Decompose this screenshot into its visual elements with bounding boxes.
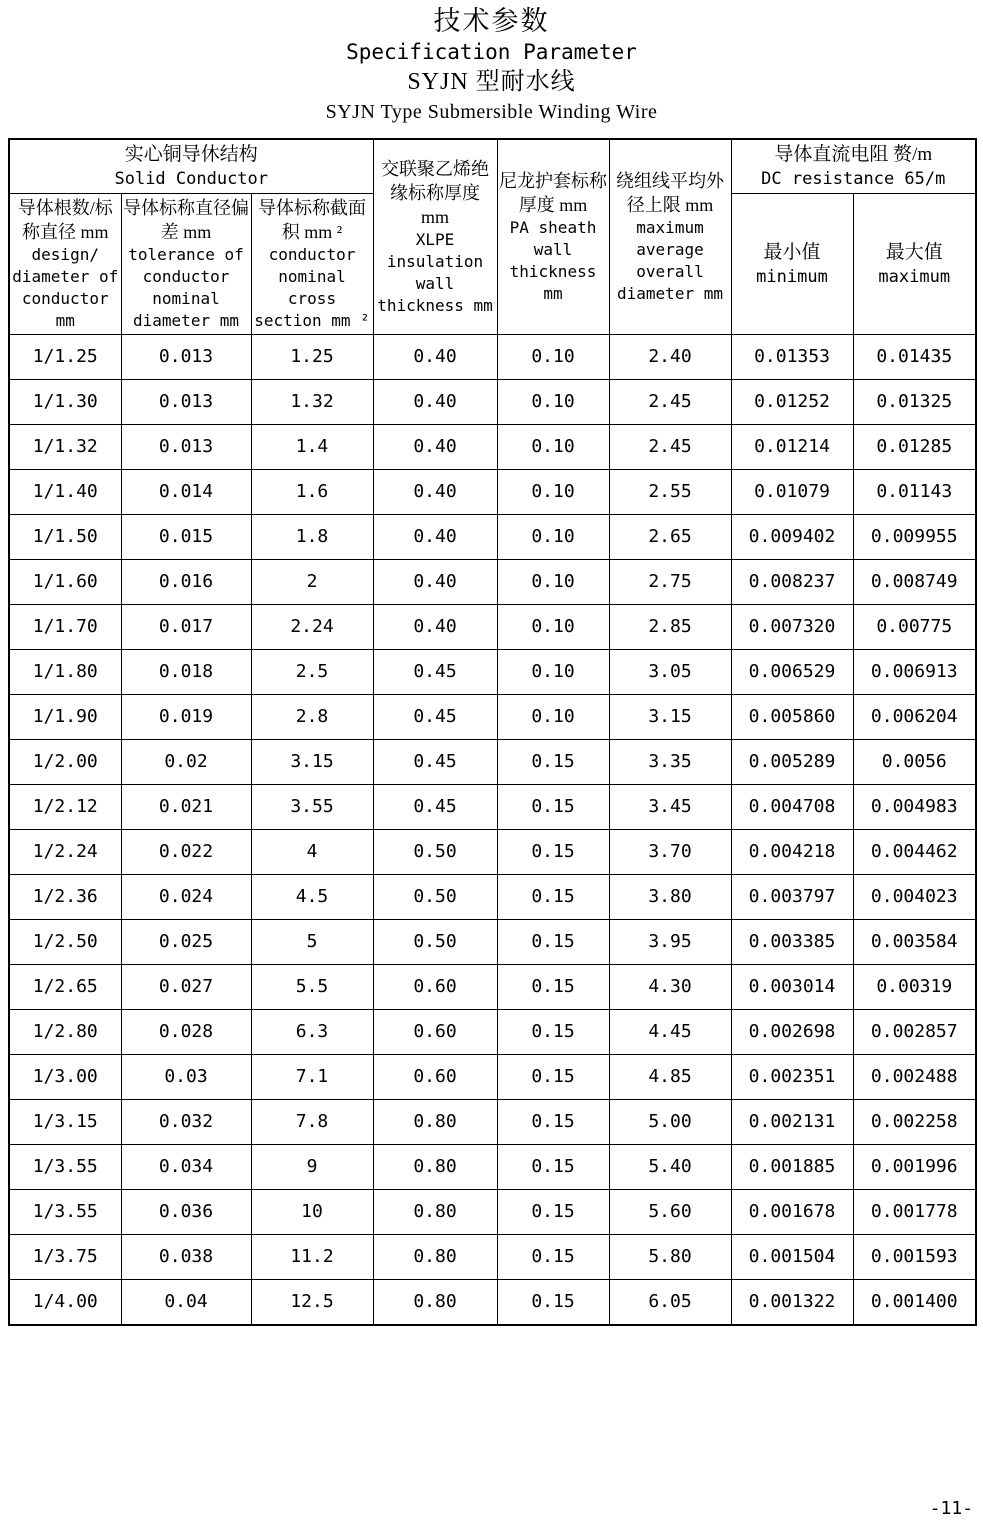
table-cell: 0.00775 bbox=[853, 605, 976, 650]
header-xlpe-thickness bbox=[373, 139, 497, 335]
table-row bbox=[9, 650, 976, 695]
table-cell: 0.001885 bbox=[731, 1145, 853, 1190]
table-cell: 0.00319 bbox=[853, 965, 976, 1010]
table-cell: 1/3.00 bbox=[9, 1055, 121, 1100]
header-resistance-minimum bbox=[731, 194, 853, 335]
table-cell: 0.15 bbox=[497, 830, 609, 875]
table-cell: 1/1.80 bbox=[9, 650, 121, 695]
table-cell: 6.05 bbox=[609, 1280, 731, 1326]
table-row bbox=[9, 1100, 976, 1145]
header-max-overall-diameter bbox=[609, 139, 731, 335]
table-cell: 0.10 bbox=[497, 695, 609, 740]
table-cell: 0.018 bbox=[121, 650, 251, 695]
header-nominal-cross-section bbox=[251, 194, 373, 335]
header-group-solid-conductor bbox=[9, 139, 373, 194]
table-cell: 4.5 bbox=[251, 875, 373, 920]
header-resistance-maximum-cn: 最大值 bbox=[885, 241, 943, 263]
table-cell: 4.45 bbox=[609, 1010, 731, 1055]
table-row bbox=[9, 335, 976, 380]
table-cell: 0.15 bbox=[497, 1280, 609, 1326]
table-cell: 0.45 bbox=[373, 785, 497, 830]
table-cell: 0.038 bbox=[121, 1235, 251, 1280]
table-cell: 0.15 bbox=[497, 1055, 609, 1100]
table-cell: 6.3 bbox=[251, 1010, 373, 1055]
table-cell: 0.017 bbox=[121, 605, 251, 650]
table-cell: 0.004708 bbox=[731, 785, 853, 830]
table-cell: 1.32 bbox=[251, 380, 373, 425]
table-cell: 0.45 bbox=[373, 695, 497, 740]
table-cell: 0.01285 bbox=[853, 425, 976, 470]
table-cell: 0.015 bbox=[121, 515, 251, 560]
table-cell: 0.001778 bbox=[853, 1190, 976, 1235]
table-cell: 1/1.60 bbox=[9, 560, 121, 605]
table-cell: 1/3.15 bbox=[9, 1100, 121, 1145]
table-cell: 0.002488 bbox=[853, 1055, 976, 1100]
table-cell: 0.10 bbox=[497, 605, 609, 650]
table-cell: 0.10 bbox=[497, 470, 609, 515]
header-nominal-cross-section-cn: 导体标称截面积 mm ² bbox=[258, 198, 366, 242]
header-resistance-maximum bbox=[853, 194, 976, 335]
table-cell: 0.15 bbox=[497, 1145, 609, 1190]
table-row bbox=[9, 785, 976, 830]
table-cell: 0.006913 bbox=[853, 650, 976, 695]
table-cell: 0.004218 bbox=[731, 830, 853, 875]
table-cell: 0.01435 bbox=[853, 335, 976, 380]
table-cell: 0.15 bbox=[497, 1190, 609, 1235]
table-cell: 0.10 bbox=[497, 560, 609, 605]
table-cell: 0.10 bbox=[497, 335, 609, 380]
table-cell: 0.019 bbox=[121, 695, 251, 740]
table-cell: 2.45 bbox=[609, 425, 731, 470]
table-cell: 0.80 bbox=[373, 1100, 497, 1145]
table-cell: 0.15 bbox=[497, 785, 609, 830]
table-cell: 0.60 bbox=[373, 1010, 497, 1055]
table-row bbox=[9, 470, 976, 515]
table-cell: 1/1.70 bbox=[9, 605, 121, 650]
table-cell: 0.10 bbox=[497, 380, 609, 425]
header-resistance-minimum-cn: 最小值 bbox=[763, 241, 821, 263]
table-cell: 1/4.00 bbox=[9, 1280, 121, 1326]
table-cell: 0.15 bbox=[497, 965, 609, 1010]
table-cell: 0.001996 bbox=[853, 1145, 976, 1190]
table-cell: 0.004023 bbox=[853, 875, 976, 920]
header-xlpe-thickness-en: XLPE insulation wall thickness mm bbox=[377, 230, 493, 315]
table-cell: 3.95 bbox=[609, 920, 731, 965]
table-cell: 0.025 bbox=[121, 920, 251, 965]
table-cell: 0.01143 bbox=[853, 470, 976, 515]
table-cell: 0.003797 bbox=[731, 875, 853, 920]
table-cell: 5 bbox=[251, 920, 373, 965]
table-cell: 4.30 bbox=[609, 965, 731, 1010]
table-cell: 3.80 bbox=[609, 875, 731, 920]
table-cell: 3.15 bbox=[609, 695, 731, 740]
table-cell: 7.1 bbox=[251, 1055, 373, 1100]
table-cell: 0.002698 bbox=[731, 1010, 853, 1055]
table-cell: 0.15 bbox=[497, 1235, 609, 1280]
table-cell: 9 bbox=[251, 1145, 373, 1190]
table-cell: 1/3.55 bbox=[9, 1145, 121, 1190]
table-cell: 1/1.32 bbox=[9, 425, 121, 470]
table-cell: 0.60 bbox=[373, 1055, 497, 1100]
table-cell: 0.40 bbox=[373, 425, 497, 470]
table-cell: 0.40 bbox=[373, 560, 497, 605]
table-row bbox=[9, 695, 976, 740]
table-cell: 0.01252 bbox=[731, 380, 853, 425]
table-cell: 3.35 bbox=[609, 740, 731, 785]
table-cell: 1/2.65 bbox=[9, 965, 121, 1010]
table-cell: 0.022 bbox=[121, 830, 251, 875]
table-cell: 2.5 bbox=[251, 650, 373, 695]
table-cell: 0.10 bbox=[497, 515, 609, 560]
table-cell: 3.55 bbox=[251, 785, 373, 830]
table-cell: 1/2.50 bbox=[9, 920, 121, 965]
table-cell: 12.5 bbox=[251, 1280, 373, 1326]
table-cell: 1/3.75 bbox=[9, 1235, 121, 1280]
table-cell: 1/3.55 bbox=[9, 1190, 121, 1235]
table-cell: 1/1.25 bbox=[9, 335, 121, 380]
table-cell: 1.6 bbox=[251, 470, 373, 515]
table-cell: 0.50 bbox=[373, 875, 497, 920]
table-cell: 5.00 bbox=[609, 1100, 731, 1145]
table-cell: 0.004462 bbox=[853, 830, 976, 875]
table-cell: 11.2 bbox=[251, 1235, 373, 1280]
table-cell: 0.01079 bbox=[731, 470, 853, 515]
table-cell: 2.55 bbox=[609, 470, 731, 515]
table-cell: 0.027 bbox=[121, 965, 251, 1010]
table-cell: 0.15 bbox=[497, 920, 609, 965]
table-row bbox=[9, 515, 976, 560]
table-row bbox=[9, 965, 976, 1010]
table-cell: 1/2.12 bbox=[9, 785, 121, 830]
table-cell: 0.04 bbox=[121, 1280, 251, 1326]
table-cell: 0.016 bbox=[121, 560, 251, 605]
table-cell: 0.005860 bbox=[731, 695, 853, 740]
page-title-cn: 技术参数 bbox=[433, 6, 550, 36]
header-group-solid-conductor-en: Solid Conductor bbox=[114, 169, 269, 189]
table-row bbox=[9, 875, 976, 920]
table-cell: 0.005289 bbox=[731, 740, 853, 785]
page-title-en: Specification Parameter bbox=[346, 40, 637, 64]
table-cell: 2.24 bbox=[251, 605, 373, 650]
table-cell: 0.10 bbox=[497, 425, 609, 470]
table-cell: 0.15 bbox=[497, 1010, 609, 1055]
table-cell: 3.05 bbox=[609, 650, 731, 695]
table-cell: 0.40 bbox=[373, 605, 497, 650]
table-cell: 0.0056 bbox=[853, 740, 976, 785]
table-row bbox=[9, 1190, 976, 1235]
table-cell: 1.25 bbox=[251, 335, 373, 380]
table-cell: 4 bbox=[251, 830, 373, 875]
table-row bbox=[9, 1145, 976, 1190]
table-cell: 0.021 bbox=[121, 785, 251, 830]
table-cell: 1/1.40 bbox=[9, 470, 121, 515]
table-cell: 0.40 bbox=[373, 515, 497, 560]
table-cell: 0.15 bbox=[497, 740, 609, 785]
header-max-overall-diameter-cn: 绕组线平均外径上限 mm bbox=[616, 171, 724, 215]
table-cell: 0.001678 bbox=[731, 1190, 853, 1235]
header-conductor-count-diameter-en: design/ diameter of conductor mm bbox=[12, 245, 119, 330]
header-pa-sheath-thickness bbox=[497, 139, 609, 335]
table-cell: 0.10 bbox=[497, 650, 609, 695]
table-cell: 1/1.50 bbox=[9, 515, 121, 560]
table-row bbox=[9, 380, 976, 425]
table-cell: 1/1.90 bbox=[9, 695, 121, 740]
table-cell: 0.50 bbox=[373, 830, 497, 875]
table-row bbox=[9, 560, 976, 605]
table-cell: 0.45 bbox=[373, 740, 497, 785]
table-cell: 0.80 bbox=[373, 1280, 497, 1326]
header-diameter-tolerance-cn: 导体标称直径偏差 mm bbox=[123, 198, 249, 242]
table-cell: 3.15 bbox=[251, 740, 373, 785]
table-cell: 1.8 bbox=[251, 515, 373, 560]
table-cell: 0.01214 bbox=[731, 425, 853, 470]
table-cell: 3.45 bbox=[609, 785, 731, 830]
page-number: -11- bbox=[929, 1498, 973, 1519]
table-row bbox=[9, 1055, 976, 1100]
header-conductor-count-diameter bbox=[9, 194, 121, 335]
table-cell: 2.85 bbox=[609, 605, 731, 650]
table-cell: 7.8 bbox=[251, 1100, 373, 1145]
table-cell: 0.009955 bbox=[853, 515, 976, 560]
table-cell: 0.001322 bbox=[731, 1280, 853, 1326]
table-row bbox=[9, 605, 976, 650]
table-cell: 0.03 bbox=[121, 1055, 251, 1100]
header-group-dc-resistance bbox=[731, 139, 976, 194]
table-cell: 0.01353 bbox=[731, 335, 853, 380]
table-cell: 0.60 bbox=[373, 965, 497, 1010]
table-row bbox=[9, 425, 976, 470]
table-cell: 0.002351 bbox=[731, 1055, 853, 1100]
table-cell: 0.40 bbox=[373, 335, 497, 380]
table-cell: 2 bbox=[251, 560, 373, 605]
table-cell: 0.15 bbox=[497, 875, 609, 920]
table-cell: 0.003385 bbox=[731, 920, 853, 965]
table-cell: 0.013 bbox=[121, 335, 251, 380]
table-cell: 0.034 bbox=[121, 1145, 251, 1190]
table-cell: 5.80 bbox=[609, 1235, 731, 1280]
table-row bbox=[9, 740, 976, 785]
table-cell: 0.80 bbox=[373, 1235, 497, 1280]
table-cell: 0.024 bbox=[121, 875, 251, 920]
document-title-block bbox=[8, 0, 975, 126]
table-cell: 0.006529 bbox=[731, 650, 853, 695]
header-resistance-maximum-en: maximum bbox=[878, 266, 951, 287]
table-cell: 0.45 bbox=[373, 650, 497, 695]
specification-table bbox=[8, 138, 977, 1326]
header-xlpe-thickness-cn: 交联聚乙烯绝缘标称厚度 mm bbox=[381, 159, 489, 227]
header-group-solid-conductor-cn: 实心铜导休结构 bbox=[124, 144, 258, 165]
table-cell: 0.013 bbox=[121, 380, 251, 425]
table-cell: 1/2.80 bbox=[9, 1010, 121, 1055]
table-cell: 0.01325 bbox=[853, 380, 976, 425]
table-cell: 1/2.00 bbox=[9, 740, 121, 785]
table-cell: 1/2.24 bbox=[9, 830, 121, 875]
table-cell: 5.5 bbox=[251, 965, 373, 1010]
table-cell: 0.40 bbox=[373, 380, 497, 425]
header-pa-sheath-thickness-cn: 尼龙护套标称厚度 mm bbox=[499, 171, 607, 215]
table-cell: 2.40 bbox=[609, 335, 731, 380]
table-cell: 0.008237 bbox=[731, 560, 853, 605]
table-cell: 0.002857 bbox=[853, 1010, 976, 1055]
table-row bbox=[9, 1280, 976, 1326]
header-group-dc-resistance-en: DC resistance 65/m bbox=[761, 169, 946, 189]
header-diameter-tolerance-en: tolerance of conductor nominal diameter mm bbox=[128, 245, 244, 330]
table-cell: 1.4 bbox=[251, 425, 373, 470]
table-header bbox=[9, 139, 976, 335]
table-cell: 0.50 bbox=[373, 920, 497, 965]
table-cell: 0.02 bbox=[121, 740, 251, 785]
page-subtitle-cn: SYJN 型耐水线 bbox=[407, 69, 576, 95]
table-cell: 0.032 bbox=[121, 1100, 251, 1145]
header-nominal-cross-section-en: conductor nominal cross section mm ² bbox=[254, 245, 370, 330]
table-cell: 0.001400 bbox=[853, 1280, 976, 1326]
table-cell: 0.003584 bbox=[853, 920, 976, 965]
header-pa-sheath-thickness-en: PA sheath wall thickness mm bbox=[509, 218, 597, 303]
table-cell: 0.40 bbox=[373, 470, 497, 515]
table-cell: 2.75 bbox=[609, 560, 731, 605]
table-cell: 1/1.30 bbox=[9, 380, 121, 425]
table-cell: 10 bbox=[251, 1190, 373, 1235]
table-cell: 0.013 bbox=[121, 425, 251, 470]
header-diameter-tolerance bbox=[121, 194, 251, 335]
table-cell: 0.001593 bbox=[853, 1235, 976, 1280]
table-cell: 0.004983 bbox=[853, 785, 976, 830]
table-cell: 0.003014 bbox=[731, 965, 853, 1010]
table-body bbox=[9, 335, 976, 1326]
table-cell: 0.007320 bbox=[731, 605, 853, 650]
header-max-overall-diameter-en: maximum average overall diameter mm bbox=[617, 218, 723, 303]
table-row bbox=[9, 1235, 976, 1280]
table-cell: 3.70 bbox=[609, 830, 731, 875]
table-cell: 0.014 bbox=[121, 470, 251, 515]
table-cell: 0.002258 bbox=[853, 1100, 976, 1145]
table-cell: 0.80 bbox=[373, 1145, 497, 1190]
table-row bbox=[9, 920, 976, 965]
table-cell: 0.80 bbox=[373, 1190, 497, 1235]
table-cell: 0.008749 bbox=[853, 560, 976, 605]
table-cell: 0.002131 bbox=[731, 1100, 853, 1145]
table-cell: 0.009402 bbox=[731, 515, 853, 560]
table-cell: 5.40 bbox=[609, 1145, 731, 1190]
table-cell: 0.001504 bbox=[731, 1235, 853, 1280]
table-cell: 2.65 bbox=[609, 515, 731, 560]
table-cell: 0.15 bbox=[497, 1100, 609, 1145]
table-cell: 0.036 bbox=[121, 1190, 251, 1235]
table-header-group-row bbox=[9, 139, 976, 194]
table-cell: 1/2.36 bbox=[9, 875, 121, 920]
table-row bbox=[9, 830, 976, 875]
table-cell: 2.45 bbox=[609, 380, 731, 425]
header-resistance-minimum-en: minimum bbox=[756, 266, 828, 287]
header-group-dc-resistance-cn: 导体直流电阻 赘/m bbox=[774, 144, 933, 165]
table-cell: 0.006204 bbox=[853, 695, 976, 740]
table-row bbox=[9, 1010, 976, 1055]
table-cell: 2.8 bbox=[251, 695, 373, 740]
table-cell: 0.028 bbox=[121, 1010, 251, 1055]
table-cell: 4.85 bbox=[609, 1055, 731, 1100]
header-conductor-count-diameter-cn: 导体根数/标称直径 mm bbox=[17, 198, 113, 242]
table-cell: 5.60 bbox=[609, 1190, 731, 1235]
page-subtitle-en: SYJN Type Submersible Winding Wire bbox=[325, 101, 658, 123]
